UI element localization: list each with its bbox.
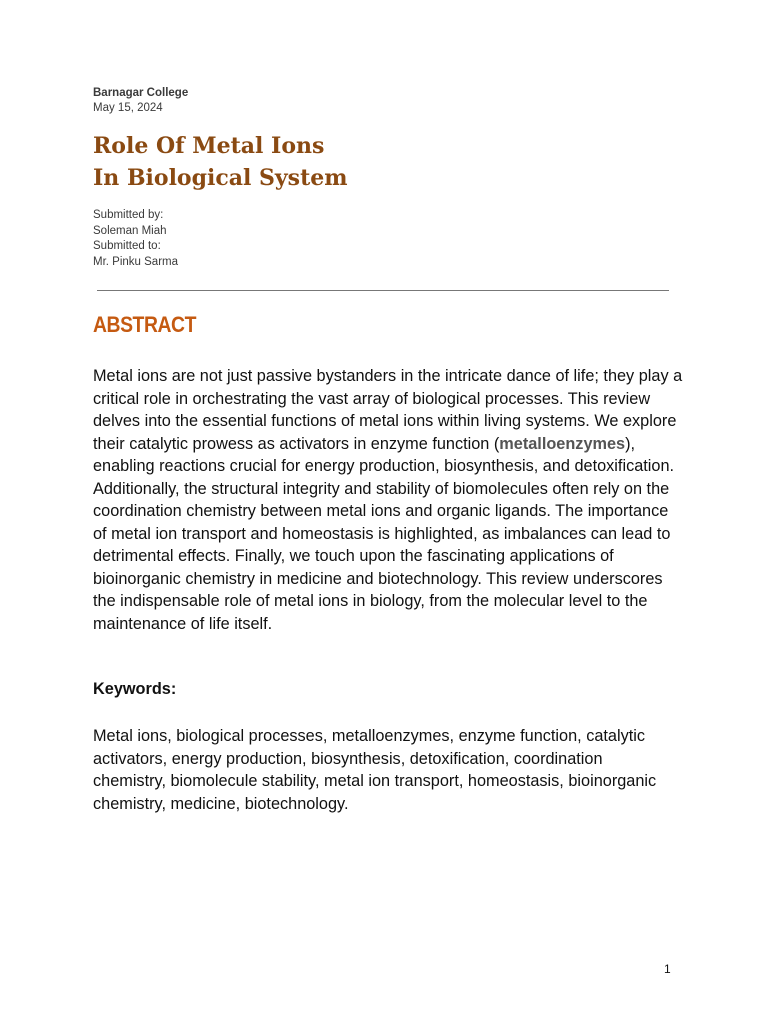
header-block xyxy=(93,86,693,116)
submitted-by-name: Soleman Miah xyxy=(93,224,167,237)
college-name: Barnagar College xyxy=(93,87,189,99)
title-line-2: In Biological System xyxy=(93,165,348,191)
submitted-by-label: Submitted by: xyxy=(93,209,164,221)
document-date: May 15, 2024 xyxy=(93,102,163,114)
abstract-paragraph xyxy=(93,365,683,635)
submitted-to-label: Submitted to: xyxy=(93,240,161,252)
keywords-label: Keywords: xyxy=(93,680,177,698)
document-title xyxy=(93,130,348,194)
title-line-1: Role Of Metal Ions xyxy=(93,133,325,159)
section-divider xyxy=(97,290,669,291)
keywords-list: Metal ions, biological processes, metalloenzymes, enzyme function, catalytic activators, energy production, biosynthesis, detoxification, coordination chemistry, biomolecule stability, metal ion transport, homeostasis, bioinorganic chemistry, medicine, biotechnology. xyxy=(93,727,657,813)
submission-info xyxy=(93,208,178,270)
abstract-text-end: ), enabling reactions crucial for energy production, biosynthesis, and detoxification. Additionally, the structural integrity and stability of biomolecules often rely on the coordination chemistry between metal ions and organic ligands. The importance of metal ion transport and homeostasis is highlighted, as imbalances can lead to detrimental effects. Finally, we touch upon the fascinating applications of bioinorganic chemistry in medicine and biotechnology. This review underscores the indispensable role of metal ions in biology, from the molecular level to the maintenance of life itself. xyxy=(93,434,675,633)
abstract-highlight-term: metalloenzymes xyxy=(499,434,626,453)
abstract-text-start: Metal ions are not just passive bystanders in the intricate dance of life; they play a critical role in orchestrating the vast array of biological processes. This review delves into the essential functions of metal ions within living systems. We explore their catalytic prowess as activators in enzyme function ( xyxy=(93,367,683,453)
abstract-heading: ABSTRACT xyxy=(93,312,196,337)
page-number: 1 xyxy=(664,962,671,976)
submitted-to-name: Mr. Pinku Sarma xyxy=(93,255,178,268)
